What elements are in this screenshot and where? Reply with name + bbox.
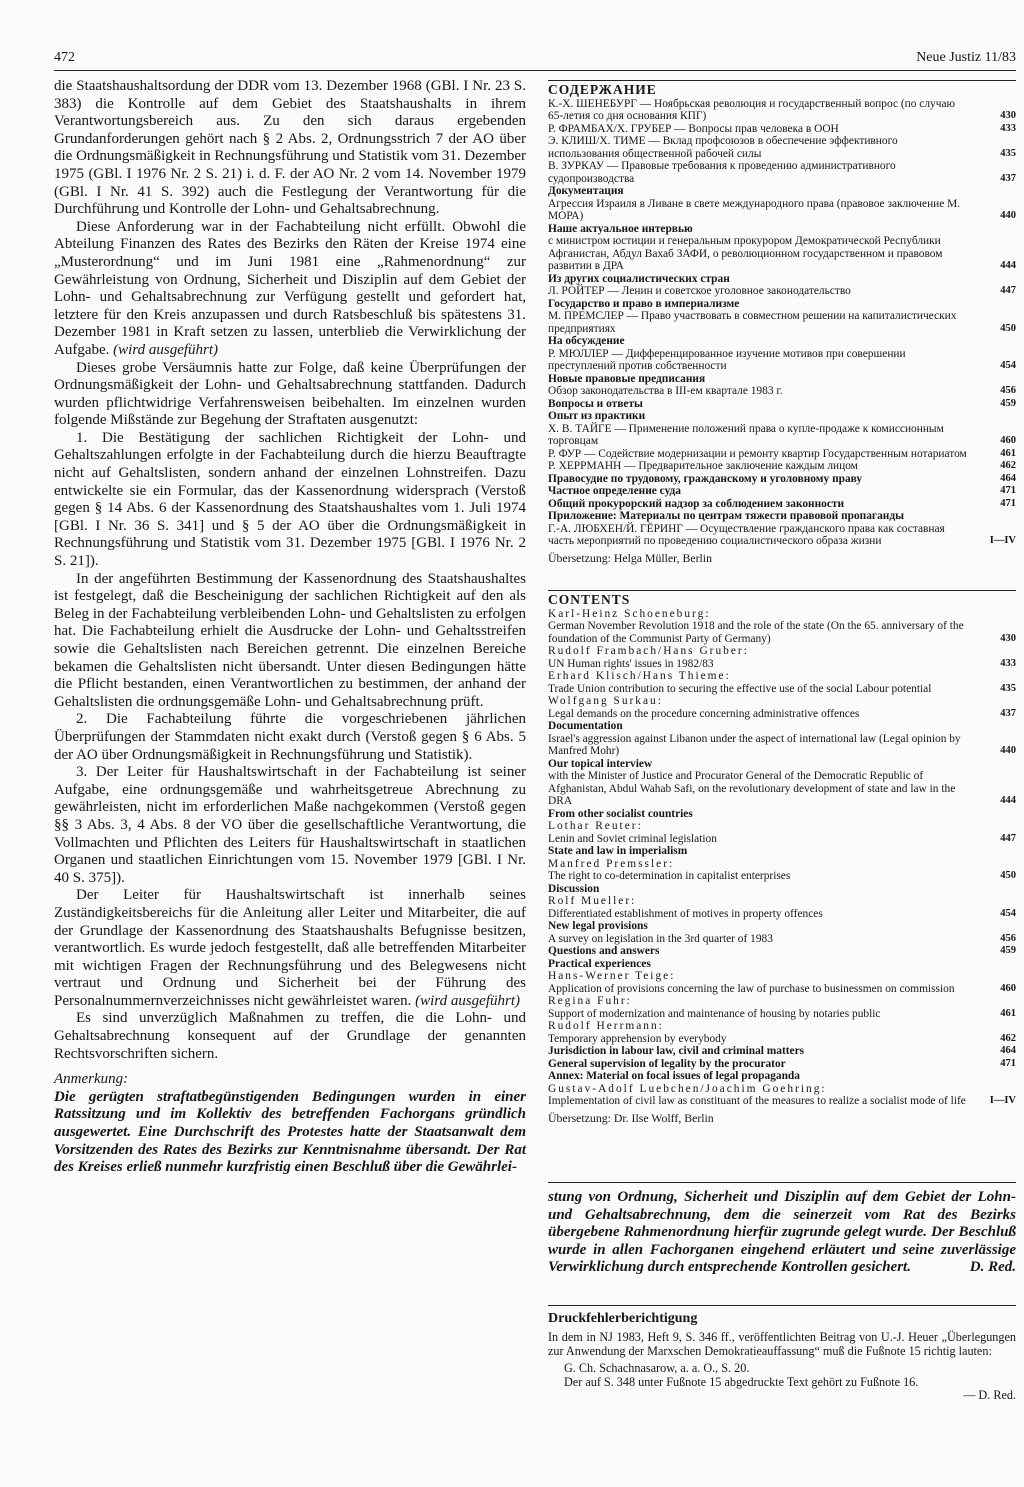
toc-entry-text: Г.-А. ЛЮБХЕН/Й. ГЁРИНГ — Осуществление гражданского права как составная часть мероприятий по проведению социалистического образа жизни bbox=[548, 522, 945, 547]
toc-entry-text: Приложение: Материалы по центрам тяжести правовой пропаганды bbox=[548, 510, 905, 522]
toc-entry bbox=[548, 933, 1016, 946]
toc-entry bbox=[548, 523, 1016, 548]
toc-entry-text: Из других социалистических стран bbox=[548, 272, 730, 285]
toc-entry-text: Jurisdiction in labour law, civil and criminal matters bbox=[548, 1045, 805, 1057]
toc-entry-text: Differentiated establishment of motives in property offences bbox=[548, 907, 823, 920]
toc-page-number: 459 bbox=[1000, 945, 1016, 956]
toc-entry-text: The right to co-determination in capitalist enterprises bbox=[548, 870, 791, 882]
toc-entry-text: Regina Fuhr: bbox=[548, 995, 632, 1007]
omission-mark: (wird ausgeführt) bbox=[113, 341, 219, 358]
note-label: Anmerkung: bbox=[54, 1071, 129, 1088]
toc-entry bbox=[548, 385, 1016, 398]
toc-page-number: 430 bbox=[1000, 110, 1016, 121]
toc-entry bbox=[548, 920, 1016, 933]
toc-entry bbox=[548, 198, 1016, 223]
errata-signature: — D. Red. bbox=[963, 1388, 1016, 1403]
toc-entry-text: Rudolf Frambach/Hans Gruber: bbox=[548, 645, 749, 657]
toc-entry bbox=[548, 310, 1016, 335]
toc-entry-text: Агрессия Израиля в Ливане в свете международного права (правовое заключение М. МОРА) bbox=[548, 197, 961, 222]
note-text: Die gerügten straftatbegünstigenden Bedingungen wurden in einer Ratssitzung und im Kollektiv des betreffenden Fachorgans gründlich ausgewertet. Eine Durchschrift des Protestes hatte der Staatsanwalt dem Vorsitzenden des Rates des Bezirks zur Kenntnisnahme übersandt. Der Rat des Kreises erließ nunmehr kurzfristig einen Beschluß über die Gewährlei- bbox=[54, 1088, 526, 1176]
toc-entry-text: Trade Union contribution to securing the effective use of the social Labour potential bbox=[548, 682, 932, 695]
toc-entry-text: Manfred Premssler: bbox=[548, 857, 675, 870]
toc-entry-text: UN Human rights' issues in 1982/83 bbox=[548, 657, 714, 670]
toc-entry-text: На обсуждение bbox=[548, 335, 625, 347]
toc-entry-text: Новые правовые предписания bbox=[548, 372, 706, 385]
errata-title: Druckfehlerberichtigung bbox=[548, 1311, 698, 1326]
toc-page-number: 447 bbox=[1000, 285, 1016, 296]
toc-entry-text: Karl-Heinz Schoeneburg: bbox=[548, 607, 711, 620]
toc-page-number: 456 bbox=[1000, 385, 1016, 396]
toc-entry bbox=[548, 473, 1016, 486]
toc-page-number: 433 bbox=[1000, 122, 1016, 134]
omission-mark: (wird ausgeführt) bbox=[415, 992, 521, 1009]
toc-entry bbox=[548, 1070, 1016, 1083]
toc-page-number: 433 bbox=[1000, 657, 1016, 669]
toc-entry bbox=[548, 298, 1016, 311]
toc-entry bbox=[548, 1045, 1016, 1058]
toc-entry bbox=[548, 770, 1016, 808]
toc-entry-text: Государство и право в империализме bbox=[548, 297, 740, 310]
toc-entry bbox=[548, 883, 1016, 896]
toc-page-number: 437 bbox=[1000, 172, 1016, 184]
toc-entry-text: Gustav-Adolf Luebchen/Joachim Goehring: bbox=[548, 1082, 827, 1095]
article-paragraph: Es sind unverzüglich Maßnahmen zu treffen, die die Lohn- und Gehaltsabrechnung konsequent auf der Grundlage der genannten Rechtsvorschriften sichern. bbox=[54, 1010, 526, 1062]
article-paragraph: Diese Anforderung war in der Fachabteilung nicht erfüllt. Obwohl die Abteilung Finanzen des Rates des Bezirks den Räten der Kreise 1974 eine „Musterordnung“ und im Juni 1981 eine „Rahmenordnung“ zur Gewährleistung von Ordnung, Sicherheit und Disziplin auf dem Gebiet der Lohn- und Gehaltsabrechnung zur Verfügung gestellt und gefordert hat, letztere für den Kreis anzupassen und durch Ratsbeschluß bis spätestens 31. Dezember 1981 in Kraft setzen zu lassen, unterblieb die Verwirklichung der Aufgabe. (wird ausgeführt) bbox=[54, 218, 526, 358]
toc-entry bbox=[548, 398, 1016, 411]
toc-title-russian: СОДЕРЖАНИЕ bbox=[548, 80, 1016, 97]
toc-entry-text: Наше актуальное интервью bbox=[548, 222, 693, 235]
toc-entry bbox=[548, 908, 1016, 921]
toc-page-number: 440 bbox=[1000, 745, 1016, 756]
toc-entry bbox=[548, 498, 1016, 511]
toc-page-number: 460 bbox=[1000, 435, 1016, 446]
toc-entry-text: М. ПРЕМСЛЕР — Право участвовать в совместном решении на капиталистических предприятиях bbox=[548, 310, 957, 335]
article-paragraph: Der Leiter für Haushaltswirtschaft ist innerhalb seines Zuständigkeitsbereichs für die Anleitung aller Leiter und Mitarbeiter, die auf der Grundlage der Kassenordnung des Staatshaushalts Befugnisse besitzen, verantwortlich. Es wurde jedoch festgestellt, daß alle betreffenden Mitarbeiter mit wichtigen Fragen der Rechnungsführung und des Belegwesens nicht vertraut und Ordnung und Sicherheit bei der Führung des Personalnummernverzeichnisses nicht gewährleistet waren. (wird ausgeführt) bbox=[54, 887, 526, 1009]
toc-entry-text: Hans-Werner Teige: bbox=[548, 970, 676, 982]
toc-entry-text: Вопросы и ответы bbox=[548, 397, 643, 410]
toc-page-number: 462 bbox=[1000, 460, 1016, 471]
toc-page-number: 444 bbox=[1000, 795, 1016, 806]
toc-entry bbox=[548, 485, 1016, 498]
toc-entry-text: Документация bbox=[548, 185, 624, 197]
toc-entry bbox=[548, 983, 1016, 996]
toc-entry bbox=[548, 123, 1016, 136]
toc-entry-text: Общий прокурорский надзор за соблюдением законности bbox=[548, 497, 845, 510]
toc-entry bbox=[548, 448, 1016, 461]
errata-section bbox=[548, 1305, 1016, 1402]
toc-entry bbox=[548, 1020, 1016, 1033]
toc-entry-text: Legal demands on the procedure concerning administrative offences bbox=[548, 707, 860, 720]
article-paragraph: Dieses grobe Versäumnis hatte zur Folge, daß keine Überprüfungen der Ordnungsmäßigkeit der Lohn- und Gehaltsabrechnung stattfanden. Dadurch wurden pflichtwidrige Verfahrensweisen beibehalten. Im einzelnen wurden folgende Mißstände zur Begehung der Straftaten ausgenutzt: bbox=[54, 359, 526, 429]
toc-entry-text: Правосудие по трудовому, гражданскому и уголовному праву bbox=[548, 472, 863, 485]
toc-page-number: 461 bbox=[1000, 1007, 1016, 1019]
journal-issue: Neue Justiz 11/83 bbox=[916, 50, 1016, 65]
toc-entry bbox=[548, 670, 1016, 683]
toc-entry bbox=[548, 608, 1016, 621]
toc-page-number: 459 bbox=[1000, 397, 1016, 409]
errata-note: Der auf S. 348 unter Fußnote 15 abgedruckte Text gehört zu Fußnote 16. bbox=[564, 1374, 919, 1389]
note-continuation bbox=[548, 1182, 1016, 1277]
toc-entry-text: German November Revolution 1918 and the role of the state (On the 65. anniversary of the foundation of the Communist Party of Germany) bbox=[548, 620, 964, 645]
article-body bbox=[54, 78, 526, 1177]
toc-entry bbox=[548, 758, 1016, 771]
page-header bbox=[54, 50, 1016, 71]
toc-entry bbox=[548, 945, 1016, 958]
toc-entry-text: Частное определение суда bbox=[548, 485, 681, 497]
toc-entry-text: with the Minister of Justice and Procurator General of the Democratic Republic of Afghanistan, Abdul Wahab Safi, on the revolutionary development of state and law in the DRA bbox=[548, 770, 956, 807]
toc-entry-text: State and law in imperialism bbox=[548, 845, 688, 857]
toc-page-number: 450 bbox=[1000, 870, 1016, 881]
toc-entry bbox=[548, 658, 1016, 671]
toc-entry-text: From other socialist countries bbox=[548, 807, 693, 820]
page-number: 472 bbox=[54, 50, 75, 65]
toc-entry bbox=[548, 995, 1016, 1008]
toc-entry-text: Practical experiences bbox=[548, 957, 651, 970]
toc-page-number: 460 bbox=[1000, 982, 1016, 994]
toc-entry-text: Temporary apprehension by everybody bbox=[548, 1032, 727, 1045]
errata-reference: G. Ch. Schachnasarow, a. a. O., S. 20. bbox=[564, 1361, 750, 1376]
article-paragraph: 2. Die Fachabteilung führte die vorgeschriebenen jährlichen Überprüfungen der Stammdaten nicht exakt durch (Verstoß gegen § 6 Abs. 5 der AO über Ordnungsmäßigkeit in Rechnungsführung und Statistik). bbox=[54, 711, 526, 763]
toc-russian bbox=[548, 80, 1016, 564]
toc-entry bbox=[548, 223, 1016, 236]
translator-credit: Übersetzung: Dr. Ilse Wolff, Berlin bbox=[548, 1110, 714, 1125]
toc-entry bbox=[548, 273, 1016, 286]
toc-entry bbox=[548, 820, 1016, 833]
toc-entry-text: Р. ХЕРРМАНН — Предварительное заключение каждым лицом bbox=[548, 460, 858, 472]
toc-page-number: 454 bbox=[1000, 907, 1016, 919]
toc-entry-text: Х. В. ТАЙГЕ — Применение положений права о купле-продаже к комиссионным торговцам bbox=[548, 422, 944, 447]
note-continuation-text: stung von Ordnung, Sicherheit und Disziplin auf dem Gebiet der Lohn- und Gehaltsabrechnung, dem die seinerzeit vom Rat des Bezirks übergebene Rahmenordnung hierfür zugrunde gelegt wurde. Der Beschluß wurde in allen Fachorganen eingehend erläutert und seine zuverlässige Verwirklichung durch entsprechende Kontrollen gesichert. bbox=[548, 1189, 1016, 1276]
toc-page-number: 437 bbox=[1000, 707, 1016, 719]
toc-list bbox=[548, 98, 1016, 548]
toc-entry bbox=[548, 1083, 1016, 1096]
toc-entry-text: Discussion bbox=[548, 882, 600, 895]
toc-entry bbox=[548, 808, 1016, 821]
toc-entry bbox=[548, 373, 1016, 386]
toc-entry bbox=[548, 1095, 1016, 1108]
article-paragraph: 1. Die Bestätigung der sachlichen Richtigkeit der Lohn- und Gehaltszahlungen erfolgte in der Fachabteilung durch die hierzu Beauftragte nicht auf Gehaltslisten, sondern anhand der einzelnen Lohnstreifen. Dazu entwickelte sie ein Formular, das der Kassenordnung widersprach (Verstoß gegen § 14 Abs. 6 der Kassenordnung des Staatshaushaltes vom 1. Juli 1974 [GBl. I Nr. 36 S. 341] und § 5 der AO über die Ordnungsmäßigkeit in Rechnungsführung und Statistik vom 31. Dezember 1975 [GBl. I 1976 Nr. 2 S. 21]). bbox=[54, 429, 526, 570]
toc-entry bbox=[548, 895, 1016, 908]
toc-entry-text: Rolf Mueller: bbox=[548, 895, 637, 907]
toc-entry-text: Annex: Material on focal issues of legal propaganda bbox=[548, 1070, 800, 1082]
toc-page-number: I—IV bbox=[989, 535, 1016, 546]
toc-entry bbox=[548, 348, 1016, 373]
toc-entry-text: В. ЗУРКАУ — Правовые требования к проведению административного судопроизводства bbox=[548, 160, 896, 185]
toc-entry-text: Application of provisions concerning the law of purchase to businessmen on commission bbox=[548, 982, 955, 995]
toc-entry-text: Р. МЮЛЛЕР — Дифференцированное изучение мотивов при совершении преступлений против собственности bbox=[548, 347, 906, 372]
toc-entry-text: Опыт из практики bbox=[548, 410, 646, 422]
toc-entry bbox=[548, 235, 1016, 273]
toc-page-number: 464 bbox=[1000, 472, 1016, 484]
toc-page-number: 450 bbox=[1000, 322, 1016, 334]
toc-entry bbox=[548, 160, 1016, 185]
toc-entry bbox=[548, 620, 1016, 645]
toc-entry-text: Our topical interview bbox=[548, 757, 653, 770]
toc-entry bbox=[548, 845, 1016, 858]
toc-page-number: 471 bbox=[1000, 485, 1016, 496]
toc-entry-text: Rudolf Herrmann: bbox=[548, 1020, 664, 1032]
toc-page-number: 447 bbox=[1000, 832, 1016, 844]
errata-intro: In dem in NJ 1983, Heft 9, S. 346 ff., veröffentlichten Beitrag von U.-J. Heuer „Überlegungen zur Anwendung der Marxschen Demokratieauffassung“ muß die Fußnote 15 richtig lauten: bbox=[548, 1330, 1016, 1358]
toc-entry bbox=[548, 335, 1016, 348]
toc-entry bbox=[548, 720, 1016, 733]
toc-english bbox=[548, 590, 1016, 1124]
toc-entry bbox=[548, 733, 1016, 758]
toc-entry bbox=[548, 695, 1016, 708]
editor-signature: D. Red. bbox=[969, 1259, 1016, 1276]
toc-page-number: 471 bbox=[1000, 497, 1016, 509]
toc-entry bbox=[548, 510, 1016, 523]
toc-entry-text: Обзор законодательства в III-ем квартале 1983 г. bbox=[548, 385, 783, 397]
toc-entry bbox=[548, 683, 1016, 696]
toc-page-number: 461 bbox=[1000, 447, 1016, 459]
toc-page-number: 462 bbox=[1000, 1032, 1016, 1044]
toc-entry-text: New legal provisions bbox=[548, 920, 648, 932]
toc-entry bbox=[548, 1058, 1016, 1071]
toc-page-number: 454 bbox=[1000, 360, 1016, 371]
toc-page-number: 464 bbox=[1000, 1045, 1016, 1056]
toc-entry bbox=[548, 1008, 1016, 1021]
toc-entry-text: Р. ФУР — Содействие модернизации и ремонту квартир Государственным нотариатом bbox=[548, 447, 967, 460]
toc-title-english: CONTENTS bbox=[548, 590, 1016, 607]
toc-entry-text: Israel's aggression against Libanon under the aspect of international law (Legal opinion by Manfred Mohr) bbox=[548, 732, 961, 757]
article-paragraph: die Staatshaushaltsordung der DDR vom 13. Dezember 1968 (GBl. I Nr. 23 S. 383) die Kontrolle auf dem Gebiet des Staatshaushalts in ihrem Verantwortungsbereich aus. Zu den sich daraus ergebenden Grundanforderungen gehört nach § 2 Abs. 2, Ordnungsstrich 7 der AO über die Ordnungsmäßigkeit in Rechnungsführung und Statistik vom 31. Dezember 1975 (GBl. I 1976 Nr. 2 S. 21) i. d. F. der AO Nr. 2 vom 14. November 1979 (GBl. I Nr. 41 S. 392) auch die Festlegung der Verantwortung für die Durchführung und Kontrolle der Lohn- und Gehaltsabrechnung. bbox=[54, 78, 527, 218]
toc-entry-text: Wolfgang Surkau: bbox=[548, 695, 663, 707]
article-paragraph: 3. Der Leiter für Haushaltswirtschaft in der Fachabteilung ist seiner Aufgabe, eine ordnungsgemäße und wahrheitsgetreue Abrechnung zu gewährleisten, nicht im erforderlichen Maße nachgekommen (Verstoß gegen §§ 3 Abs. 3, 4 Abs. 8 der VO über die gesellschaftliche Verantwortung, die Vollmachten und Pflichten des Leiters für Haushaltswirtschaft in staatlichen Organen und staatlichen Einrichtungen vom 15. November 1979 [GBl. I Nr. 40 S. 375]). bbox=[54, 764, 526, 886]
toc-page-number: 440 bbox=[1000, 210, 1016, 221]
toc-entry-text: Р. ФРАМБАХ/Х. ГРУБЕР — Вопросы прав человека в ООН bbox=[548, 122, 839, 135]
toc-entry bbox=[548, 410, 1016, 423]
translator-credit: Übersetzung: Helga Müller, Berlin bbox=[548, 550, 712, 565]
toc-entry-text: Support of modernization and maintenance of housing by notaries public bbox=[548, 1007, 881, 1020]
toc-entry bbox=[548, 460, 1016, 473]
toc-entry bbox=[548, 645, 1016, 658]
toc-entry-text: Lenin and Soviet criminal legislation bbox=[548, 832, 717, 845]
toc-entry-text: General supervision of legality by the procurator bbox=[548, 1057, 786, 1070]
toc-entry-text: с министром юстиции и генеральным прокурором Демократической Республики Афганистан, Абдул Вахаб ЗАФИ, о революционном государственном и правовом развитии в ДРА bbox=[548, 235, 943, 272]
toc-entry bbox=[548, 870, 1016, 883]
toc-entry bbox=[548, 285, 1016, 298]
toc-entry bbox=[548, 185, 1016, 198]
toc-entry bbox=[548, 98, 1016, 123]
toc-page-number: 444 bbox=[1000, 260, 1016, 271]
toc-entry-text: Questions and answers bbox=[548, 945, 660, 957]
toc-entry-text: Э. КЛИШ/Х. ТИМЕ — Вклад профсоюзов в обеспечение эффективного использования общественной рабочей силы bbox=[548, 135, 898, 160]
toc-entry bbox=[548, 833, 1016, 846]
toc-entry-text: К.-Х. ШЕНЕБУРГ — Ноябрьская революция и государственный вопрос (по случаю 65-летия со дня основания КПГ) bbox=[548, 97, 956, 122]
toc-page-number: 471 bbox=[1000, 1057, 1016, 1069]
toc-entry-text: Л. РОЙТЕР — Ленин и советское уголовное законодательство bbox=[548, 285, 851, 297]
toc-entry-text: Documentation bbox=[548, 720, 623, 732]
toc-page-number: 456 bbox=[1000, 932, 1016, 944]
toc-page-number: 435 bbox=[1000, 147, 1016, 159]
toc-entry bbox=[548, 958, 1016, 971]
toc-page-number: 435 bbox=[1000, 682, 1016, 694]
toc-entry-text: Implementation of civil law as constituant of the measures to realize a socialist mode of life bbox=[548, 1095, 966, 1107]
toc-entry bbox=[548, 423, 1016, 448]
toc-entry bbox=[548, 858, 1016, 871]
toc-entry bbox=[548, 970, 1016, 983]
toc-entry bbox=[548, 135, 1016, 160]
toc-page-number: I—IV bbox=[989, 1095, 1016, 1106]
toc-entry bbox=[548, 708, 1016, 721]
toc-entry-text: A survey on legislation in the 3rd quarter of 1983 bbox=[548, 932, 773, 945]
toc-entry-text: Lothar Reuter: bbox=[548, 820, 643, 832]
toc-entry bbox=[548, 1033, 1016, 1046]
toc-page-number: 430 bbox=[1000, 632, 1016, 644]
toc-list bbox=[548, 608, 1016, 1108]
toc-entry-text: Erhard Klisch/Hans Thieme: bbox=[548, 670, 731, 682]
article-paragraph: In der angeführten Bestimmung der Kassenordnung des Staatshaushaltes ist festgelegt, daß die Bescheinigung der sachlichen Richtigkeit auf den als Beleg in der Fachabteilung verbleibenden Lohn- und Gehaltslisten zu erfolgen hat. Die Fachabteilung erhielt die Ausdrucke der Lohn- und Gehaltsstreifen sowie die Gehaltslisten nach Bereichen getrennt. Die einzelnen Bereiche bekamen die Gehaltslisten nicht übersandt. Unter diesen Bedingungen hätte die Pflicht bestanden, einen Verantwortlichen zu bestimmen, der anhand der Gehaltslisten die ordnungsgemäße Lohn- und Gehaltsabrechnung prüft. bbox=[54, 570, 526, 710]
